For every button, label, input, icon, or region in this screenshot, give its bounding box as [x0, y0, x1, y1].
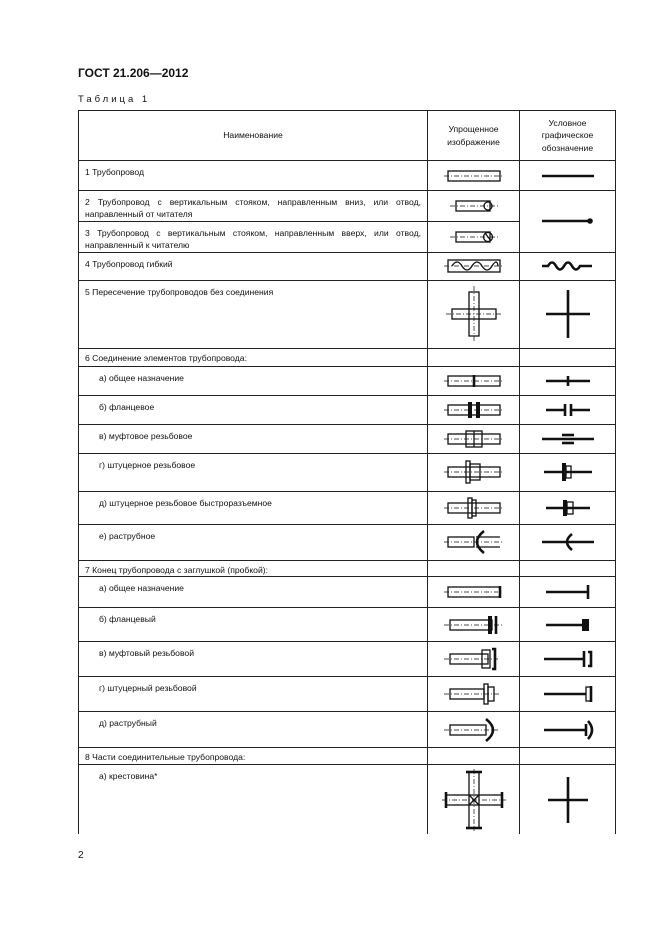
- pipe-symbol-icon: [536, 166, 600, 186]
- row-name: 6 Соединение элементов трубопровода:: [79, 348, 428, 366]
- symbol-image: [520, 560, 616, 576]
- socket-joint-symbol-icon: [536, 527, 600, 557]
- symbol-image: [520, 712, 616, 748]
- table-row: [79, 252, 616, 280]
- simplified-image: [428, 221, 520, 252]
- table-row: [79, 677, 616, 712]
- simplified-image: [428, 348, 520, 366]
- coupling-joint-symbol-icon: [536, 428, 600, 450]
- row-name: 3 Трубопровод с вертикальным стояком, направленным вверх, или отвод, направленный к читателю: [79, 221, 428, 252]
- row-name: д) штуцерное резьбовое быстроразъемное: [79, 491, 428, 524]
- end-cap-simplified-icon: [442, 581, 506, 603]
- symbol-image: [520, 280, 616, 348]
- simplified-image: [428, 677, 520, 712]
- union-end-symbol-icon: [536, 680, 600, 708]
- crossing-symbol-icon: [536, 284, 600, 344]
- row-name: г) штуцерное резьбовое: [79, 453, 428, 491]
- simplified-image: [428, 191, 520, 222]
- row-name: а) общее назначение: [79, 366, 428, 395]
- table-row: [79, 712, 616, 748]
- row-name: а) общее назначение: [79, 577, 428, 608]
- riser-symbol-icon: [536, 211, 600, 231]
- symbol-image: [520, 395, 616, 424]
- simplified-image: [428, 712, 520, 748]
- table-row: [79, 642, 616, 677]
- table-row: [79, 366, 616, 395]
- simplified-image: [428, 161, 520, 191]
- simplified-image: [428, 642, 520, 677]
- symbol-image: [520, 491, 616, 524]
- table-row: [79, 748, 616, 765]
- flange-end-simplified-icon: [442, 612, 506, 638]
- cross-fitting-symbol-icon: [536, 769, 600, 831]
- page-number: 2: [78, 850, 84, 861]
- socket-end-symbol-icon: [536, 715, 600, 745]
- cross-fitting-simplified-icon: [442, 769, 506, 831]
- pipe-simplified-icon: [442, 166, 506, 186]
- flange-end-symbol-icon: [536, 612, 600, 638]
- row-name: 5 Пересечение трубопроводов без соединения: [79, 280, 428, 348]
- simplified-image: [428, 577, 520, 608]
- quick-union-symbol-icon: [536, 494, 600, 522]
- col-header-symbol: Условное графическое обозначение: [520, 111, 616, 161]
- symbol-image: [520, 608, 616, 642]
- simplified-image: [428, 524, 520, 560]
- union-joint-simplified-icon: [442, 457, 506, 487]
- flange-joint-symbol-icon: [536, 399, 600, 421]
- table-row: [79, 395, 616, 424]
- row-name: е) раструбное: [79, 524, 428, 560]
- symbol-image: [520, 642, 616, 677]
- row-name: в) муфтовое резьбовое: [79, 424, 428, 453]
- simplified-image: [428, 560, 520, 576]
- joint-general-simplified-icon: [442, 371, 506, 391]
- union-end-simplified-icon: [442, 680, 506, 708]
- col-header-simplified: Упрощенное изображение: [428, 111, 520, 161]
- simplified-image: [428, 395, 520, 424]
- table-row: [79, 577, 616, 608]
- table-row: [79, 191, 616, 222]
- symbol-image: [520, 453, 616, 491]
- end-cap-symbol-icon: [536, 581, 600, 603]
- symbol-image: [520, 765, 616, 834]
- socket-joint-simplified-icon: [442, 527, 506, 557]
- row-name: 7 Конец трубопровода с заглушкой (пробкой):: [79, 560, 428, 576]
- symbol-image: [520, 366, 616, 395]
- riser-down-simplified-icon: [442, 197, 506, 215]
- table-row: [79, 280, 616, 348]
- coupling-end-symbol-icon: [536, 645, 600, 673]
- simplified-image: [428, 252, 520, 280]
- row-name: а) крестовина*: [79, 765, 428, 834]
- row-name: 1 Трубопровод: [79, 161, 428, 191]
- table-row: [79, 161, 616, 191]
- simplified-image: [428, 424, 520, 453]
- flexible-pipe-simplified-icon: [442, 256, 506, 276]
- riser-up-simplified-icon: [442, 228, 506, 246]
- table-row: [79, 453, 616, 491]
- flange-joint-simplified-icon: [442, 399, 506, 421]
- table-row: [79, 491, 616, 524]
- row-name: д) раструбный: [79, 712, 428, 748]
- crossing-simplified-icon: [442, 284, 506, 344]
- symbol-image: [520, 161, 616, 191]
- symbol-image: [520, 424, 616, 453]
- quick-union-simplified-icon: [442, 494, 506, 522]
- coupling-end-simplified-icon: [442, 645, 506, 673]
- standard-title: ГОСТ 21.206—2012: [78, 66, 189, 80]
- symbol-image: [520, 252, 616, 280]
- row-name: 8 Части соединительные трубопровода:: [79, 748, 428, 765]
- table-row: [79, 560, 616, 576]
- simplified-image: [428, 608, 520, 642]
- table-row: [79, 765, 616, 834]
- table-caption: Таблица 1: [78, 94, 151, 105]
- row-name: г) штуцерный резьбовой: [79, 677, 428, 712]
- table-row: [79, 608, 616, 642]
- row-name: б) фланцевое: [79, 395, 428, 424]
- symbol-image: [520, 577, 616, 608]
- table-row: [79, 348, 616, 366]
- row-name: 2 Трубопровод с вертикальным стояком, направленным вниз, или отвод, направленный от читателя: [79, 191, 428, 222]
- joint-general-symbol-icon: [536, 371, 600, 391]
- symbol-image: [520, 677, 616, 712]
- table-row: [79, 424, 616, 453]
- symbol-image: [520, 748, 616, 765]
- symbol-image: [520, 524, 616, 560]
- row-name: в) муфтовый резьбовой: [79, 642, 428, 677]
- symbols-table: [78, 110, 616, 834]
- flexible-pipe-symbol-icon: [536, 256, 600, 276]
- simplified-image: [428, 280, 520, 348]
- coupling-joint-simplified-icon: [442, 428, 506, 450]
- simplified-image: [428, 748, 520, 765]
- symbol-image: [520, 348, 616, 366]
- simplified-image: [428, 453, 520, 491]
- simplified-image: [428, 765, 520, 834]
- symbol-image: [520, 191, 616, 253]
- simplified-image: [428, 366, 520, 395]
- simplified-image: [428, 491, 520, 524]
- table-row: [79, 524, 616, 560]
- union-joint-symbol-icon: [536, 457, 600, 487]
- row-name: 4 Трубопровод гибкий: [79, 252, 428, 280]
- row-name: б) фланцевый: [79, 608, 428, 642]
- col-header-name: Наименование: [79, 111, 428, 161]
- table-header-row: [79, 111, 616, 161]
- socket-end-simplified-icon: [442, 715, 506, 745]
